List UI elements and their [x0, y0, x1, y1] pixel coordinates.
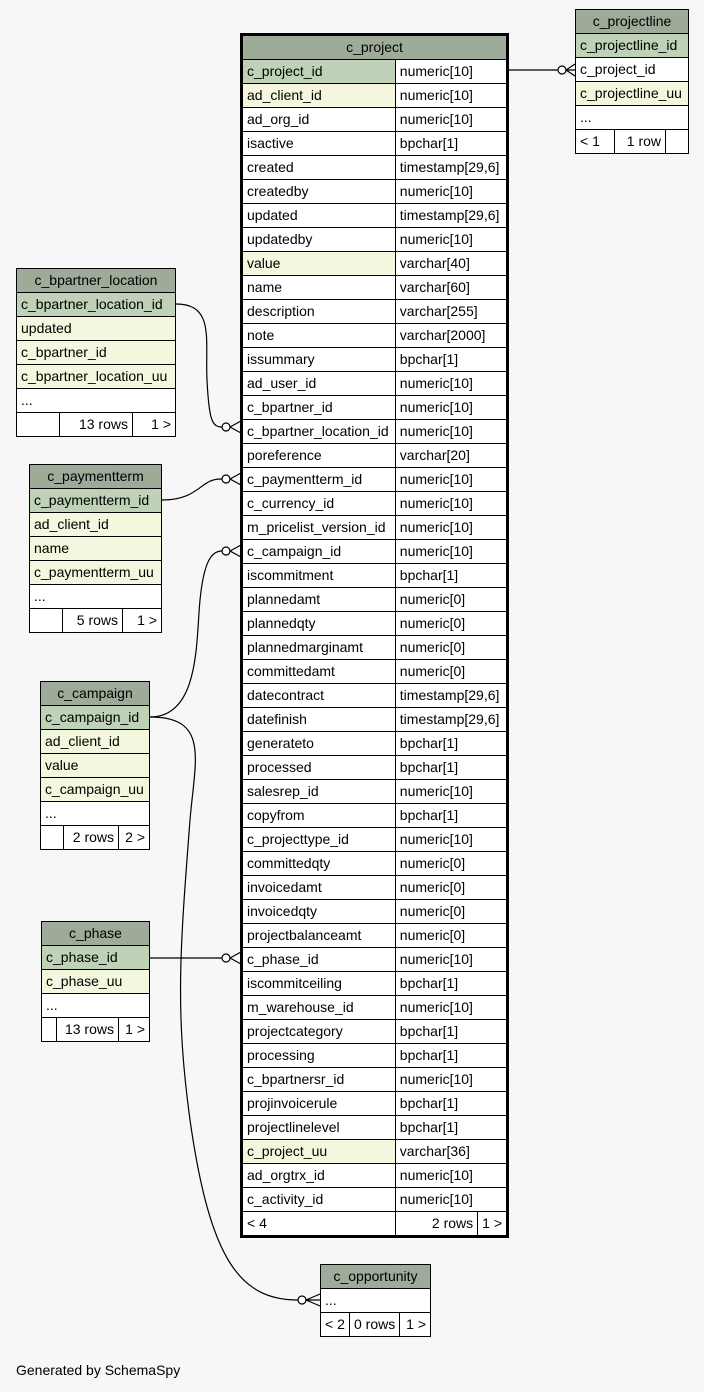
table-row: [242, 84, 508, 108]
row-count: 13 rows: [60, 413, 133, 437]
column-name: ad_client_id: [242, 84, 396, 108]
column-name: ...: [17, 389, 176, 413]
column-type: numeric[10]: [395, 1188, 507, 1212]
column-type: bpchar[1]: [395, 348, 507, 372]
column-type: numeric[0]: [395, 924, 507, 948]
table-row: [242, 516, 508, 540]
table-row: [242, 780, 508, 804]
table-row: [242, 1164, 508, 1188]
column-type: bpchar[1]: [395, 132, 507, 156]
column-name: c_phase_id: [42, 946, 150, 970]
column-name: c_bpartner_location_id: [17, 293, 176, 317]
column-name: description: [242, 300, 396, 324]
table-row: [242, 60, 508, 84]
column-type: bpchar[1]: [395, 732, 507, 756]
column-type: varchar[60]: [395, 276, 507, 300]
column-type: numeric[10]: [395, 492, 507, 516]
column-type: numeric[10]: [395, 468, 507, 492]
column-name: c_phase_id: [242, 948, 396, 972]
edge-campaign-project-optional-mark: [222, 547, 230, 555]
column-type: varchar[2000]: [395, 324, 507, 348]
column-name: datecontract: [242, 684, 396, 708]
column-name: iscommitceiling: [242, 972, 396, 996]
table-row: [242, 900, 508, 924]
table-row: [242, 492, 508, 516]
column-name: name: [242, 276, 396, 300]
table-row: [242, 636, 508, 660]
column-name: c_campaign_id: [242, 540, 396, 564]
table-row: [242, 108, 508, 132]
table-row: [242, 828, 508, 852]
children-link[interactable]: 1 >: [400, 1313, 431, 1337]
column-name: ...: [42, 994, 150, 1018]
table-row: [242, 660, 508, 684]
column-type: varchar[40]: [395, 252, 507, 276]
table-row: [242, 276, 508, 300]
row-count: 13 rows: [57, 1018, 119, 1042]
column-name: ad_orgtrx_id: [242, 1164, 396, 1188]
column-name: ad_user_id: [242, 372, 396, 396]
table-title[interactable]: c_phase: [42, 922, 150, 946]
children-link[interactable]: 1 >: [119, 1018, 150, 1042]
column-name: processing: [242, 1044, 396, 1068]
table-row: [242, 588, 508, 612]
column-type: numeric[10]: [395, 108, 507, 132]
edge-projectline-project-crow-foot: [566, 64, 575, 76]
column-type: bpchar[1]: [395, 972, 507, 996]
edge-bplocation-project-optional-mark: [222, 423, 230, 431]
column-name: plannedamt: [242, 588, 396, 612]
column-name: c_currency_id: [242, 492, 396, 516]
table-row: [242, 1020, 508, 1044]
table-row: [242, 396, 508, 420]
column-type: numeric[0]: [395, 612, 507, 636]
column-name: projinvoicerule: [242, 1092, 396, 1116]
edge-bplocation-project: [176, 304, 222, 427]
column-name: projectcategory: [242, 1020, 396, 1044]
children-link[interactable]: [666, 130, 689, 154]
row-count: 1 row: [615, 130, 666, 154]
column-name: c_paymentterm_id: [30, 489, 162, 513]
column-type: numeric[10]: [395, 1068, 507, 1092]
table-row: [242, 972, 508, 996]
column-type: numeric[10]: [395, 420, 507, 444]
table-row: [242, 324, 508, 348]
parents-link[interactable]: < 2: [321, 1313, 350, 1337]
table-row: [242, 804, 508, 828]
column-name: copyfrom: [242, 804, 396, 828]
column-name: iscommitment: [242, 564, 396, 588]
parents-link[interactable]: [30, 609, 63, 633]
table-row: [242, 252, 508, 276]
table-row: [242, 612, 508, 636]
column-name: createdby: [242, 180, 396, 204]
row-count: 2 rows: [395, 1212, 477, 1237]
column-name: ...: [30, 585, 162, 609]
column-name: updated: [17, 317, 176, 341]
table-row: [242, 1044, 508, 1068]
table-title[interactable]: c_project: [242, 35, 508, 60]
column-name: generateto: [242, 732, 396, 756]
column-type: numeric[0]: [395, 636, 507, 660]
column-type: numeric[0]: [395, 660, 507, 684]
column-name: c_projecttype_id: [242, 828, 396, 852]
table-row: [242, 996, 508, 1020]
table-row: [242, 708, 508, 732]
parents-link[interactable]: [17, 413, 60, 437]
table-row: [242, 924, 508, 948]
column-name: c_bpartnersr_id: [242, 1068, 396, 1092]
column-type: bpchar[1]: [395, 1092, 507, 1116]
children-link[interactable]: 1 >: [478, 1212, 508, 1237]
column-name: plannedmarginamt: [242, 636, 396, 660]
column-type: bpchar[1]: [395, 1020, 507, 1044]
edge-campaign-opportunity-optional-mark: [298, 1296, 306, 1304]
table-c_campaign[interactable]: [40, 681, 150, 850]
column-name: c_project_id: [242, 60, 396, 84]
column-name: ...: [321, 1289, 431, 1313]
table-c_paymentterm[interactable]: [29, 464, 162, 633]
table-c_project[interactable]: [240, 33, 509, 1238]
column-type: timestamp[29,6]: [395, 708, 507, 732]
column-name: c_campaign_uu: [41, 778, 150, 802]
table-row: [242, 876, 508, 900]
column-type: varchar[255]: [395, 300, 507, 324]
column-name: updatedby: [242, 228, 396, 252]
table-row: [242, 132, 508, 156]
column-type: timestamp[29,6]: [395, 684, 507, 708]
column-type: numeric[10]: [395, 540, 507, 564]
column-name: ad_client_id: [41, 730, 150, 754]
column-name: c_project_uu: [242, 1140, 396, 1164]
column-name: invoicedqty: [242, 900, 396, 924]
edge-campaign-opportunity-crow-foot: [306, 1294, 320, 1306]
table-row: [242, 180, 508, 204]
column-type: numeric[10]: [395, 60, 507, 84]
children-link[interactable]: 1 >: [133, 413, 176, 437]
table-row: [242, 1116, 508, 1140]
column-type: numeric[10]: [395, 828, 507, 852]
table-row: [242, 156, 508, 180]
table-title[interactable]: c_projectline: [576, 10, 689, 34]
column-name: updated: [242, 204, 396, 228]
column-type: numeric[10]: [395, 180, 507, 204]
column-type: numeric[10]: [395, 948, 507, 972]
column-type: timestamp[29,6]: [395, 204, 507, 228]
column-name: value: [41, 754, 150, 778]
column-name: issummary: [242, 348, 396, 372]
column-name: c_campaign_id: [41, 706, 150, 730]
column-type: numeric[0]: [395, 588, 507, 612]
column-name: c_bpartner_id: [242, 396, 396, 420]
column-name: m_warehouse_id: [242, 996, 396, 1020]
column-type: varchar[20]: [395, 444, 507, 468]
column-name: processed: [242, 756, 396, 780]
column-name: projectbalanceamt: [242, 924, 396, 948]
row-count: 2 rows: [64, 826, 119, 850]
column-name: c_projectline_id: [576, 34, 689, 58]
edge-projectline-project-optional-mark: [558, 66, 566, 74]
table-row: [242, 948, 508, 972]
table-row: [242, 852, 508, 876]
column-type: numeric[10]: [395, 996, 507, 1020]
column-type: numeric[10]: [395, 228, 507, 252]
column-type: timestamp[29,6]: [395, 156, 507, 180]
table-title[interactable]: c_paymentterm: [30, 465, 162, 489]
table-c_projectline[interactable]: [575, 9, 689, 154]
table-row: [242, 1092, 508, 1116]
column-name: name: [30, 537, 162, 561]
column-name: isactive: [242, 132, 396, 156]
parents-link[interactable]: < 1: [576, 130, 615, 154]
column-type: numeric[0]: [395, 876, 507, 900]
column-type: numeric[10]: [395, 396, 507, 420]
column-name: invoicedamt: [242, 876, 396, 900]
column-type: varchar[36]: [395, 1140, 507, 1164]
column-name: c_projectline_uu: [576, 82, 689, 106]
column-type: bpchar[1]: [395, 564, 507, 588]
table-row: [242, 1188, 508, 1212]
column-type: numeric[0]: [395, 900, 507, 924]
table-title[interactable]: c_bpartner_location: [17, 269, 176, 293]
table-row: [242, 732, 508, 756]
table-row: [242, 420, 508, 444]
column-name: created: [242, 156, 396, 180]
parents-link[interactable]: [41, 826, 64, 850]
column-name: ad_client_id: [30, 513, 162, 537]
table-c_bpartner_location[interactable]: [16, 268, 176, 437]
table-title[interactable]: c_campaign: [41, 682, 150, 706]
column-name: salesrep_id: [242, 780, 396, 804]
parents-link[interactable]: [42, 1018, 57, 1042]
column-name: c_bpartner_location_uu: [17, 365, 176, 389]
column-type: numeric[0]: [395, 852, 507, 876]
table-title[interactable]: c_opportunity: [321, 1265, 431, 1289]
table-c_phase[interactable]: [41, 921, 150, 1042]
generated-by-footer: Generated by SchemaSpy: [16, 1362, 181, 1378]
column-type: bpchar[1]: [395, 756, 507, 780]
row-count: 5 rows: [63, 609, 123, 633]
edge-paymentterm-project-optional-mark: [222, 475, 230, 483]
table-row: [242, 756, 508, 780]
column-name: c_bpartner_id: [17, 341, 176, 365]
column-type: bpchar[1]: [395, 804, 507, 828]
column-type: numeric[10]: [395, 84, 507, 108]
table-row: [242, 1068, 508, 1092]
table-row: [242, 564, 508, 588]
column-name: note: [242, 324, 396, 348]
table-row: [242, 468, 508, 492]
parents-link[interactable]: < 4: [242, 1212, 396, 1237]
column-type: numeric[10]: [395, 780, 507, 804]
table-row: [242, 348, 508, 372]
column-name: datefinish: [242, 708, 396, 732]
column-name: committedqty: [242, 852, 396, 876]
table-c_opportunity[interactable]: [320, 1264, 431, 1337]
column-name: ...: [41, 802, 150, 826]
column-name: c_paymentterm_id: [242, 468, 396, 492]
column-name: c_bpartner_location_id: [242, 420, 396, 444]
column-name: ad_org_id: [242, 108, 396, 132]
column-name: c_activity_id: [242, 1188, 396, 1212]
column-name: ...: [576, 106, 689, 130]
table-row: [242, 372, 508, 396]
column-name: m_pricelist_version_id: [242, 516, 396, 540]
column-type: numeric[10]: [395, 1164, 507, 1188]
table-row: [242, 1140, 508, 1164]
table-row: [242, 300, 508, 324]
column-name: committedamt: [242, 660, 396, 684]
column-name: projectlinelevel: [242, 1116, 396, 1140]
row-count: 0 rows: [349, 1313, 399, 1337]
column-name: plannedqty: [242, 612, 396, 636]
column-type: numeric[10]: [395, 516, 507, 540]
column-name: c_phase_uu: [42, 970, 150, 994]
column-name: value: [242, 252, 396, 276]
column-name: c_paymentterm_uu: [30, 561, 162, 585]
column-type: bpchar[1]: [395, 1044, 507, 1068]
column-type: bpchar[1]: [395, 1116, 507, 1140]
column-type: numeric[10]: [395, 372, 507, 396]
table-row: [242, 204, 508, 228]
column-name: poreference: [242, 444, 396, 468]
table-row: [242, 540, 508, 564]
children-link[interactable]: 2 >: [119, 826, 150, 850]
table-row: [242, 228, 508, 252]
edge-phase-project-optional-mark: [222, 954, 230, 962]
table-row: [242, 444, 508, 468]
children-link[interactable]: 1 >: [123, 609, 162, 633]
edge-paymentterm-project: [162, 479, 222, 500]
column-name: c_project_id: [576, 58, 689, 82]
table-row: [242, 684, 508, 708]
